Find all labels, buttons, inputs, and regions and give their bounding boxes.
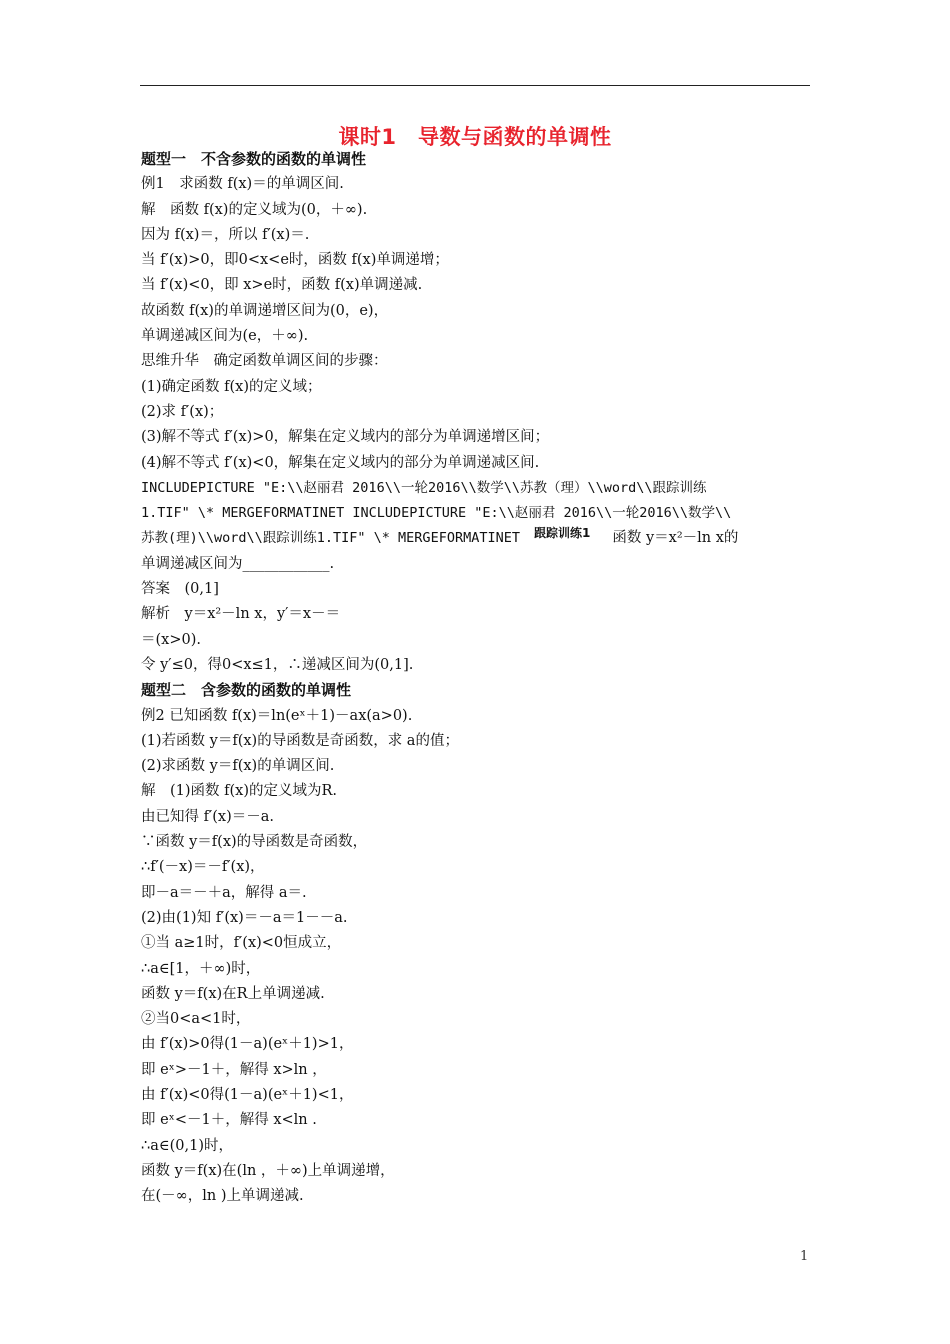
text-line: ①当 a≥1时，f′(x)<0恒成立，: [141, 935, 342, 952]
text-line: ∴f′(－x)＝－f′(x)，: [141, 859, 265, 876]
track-training-tag: 跟踪训练1: [533, 526, 591, 541]
text-line: 解析 y＝x²－ln x，y′＝x－＝: [141, 606, 341, 623]
text-line: 答案 (0,1]: [141, 581, 219, 598]
text-line: 即－a＝－＋a，解得 a＝.: [141, 884, 307, 901]
header-rule: [140, 85, 810, 86]
text-line: ②当0<a<1时，: [141, 1011, 251, 1028]
text-block-2: [141, 552, 813, 1210]
document-body: [141, 147, 813, 1209]
text-line: 由 f′(x)>0得(1－a)(eˣ＋1)>1，: [141, 1036, 354, 1053]
text-line: 例1 求函数 f(x)＝的单调区间.: [141, 176, 344, 193]
text-line: 函数 y＝f(x)在R上单调递减.: [141, 985, 325, 1002]
track-training-line: [141, 526, 813, 551]
text-line: 1.TIF" \* MERGEFORMATINET INCLUDEPICTURE "E:\\赵丽君 2016\\一轮2016\\数学\\: [141, 505, 732, 522]
text-line: (3)解不等式 f′(x)>0，解集在定义域内的部分为单调递增区间；: [141, 429, 550, 446]
text-line: 例2 已知函数 f(x)＝ln(eˣ＋1)－ax(a>0).: [141, 707, 413, 724]
text-line: 在(－∞，ln )上单调递减.: [141, 1188, 304, 1205]
text-line: 单调递减区间为(e，＋∞).: [141, 328, 309, 345]
section-heading: 题型二 含参数的函数的单调性: [141, 681, 352, 700]
text-line: 由 f′(x)<0得(1－a)(eˣ＋1)<1，: [141, 1086, 354, 1103]
text-line: ∴a∈(0,1)时，: [141, 1137, 233, 1154]
text-line: (2)求函数 y＝f(x)的单调区间.: [141, 758, 335, 775]
text-line: (1)确定函数 f(x)的定义域；: [141, 378, 322, 395]
field-code-text: 苏教(理)\\word\\跟踪训练1.TIF" \* MERGEFORMATINET: [141, 530, 520, 547]
text-line: 解 (1)函数 f(x)的定义域为R.: [141, 783, 338, 800]
text-line: ＝(x>0).: [141, 631, 201, 648]
text-line: 解 函数 f(x)的定义域为(0，＋∞).: [141, 201, 368, 218]
text-line: 单调递减区间为____________.: [141, 555, 335, 572]
text-line: ∴a∈[1，＋∞)时，: [141, 960, 261, 977]
text-line: 思维升华 确定函数单调区间的步骤：: [141, 353, 388, 370]
text-line: ∵函数 y＝f(x)的导函数是奇函数，: [141, 834, 368, 851]
text-line: (2)由(1)知 f′(x)＝－a＝1－－a.: [141, 909, 348, 926]
text-line: 由已知得 f′(x)＝－a.: [141, 808, 275, 825]
text-line: 即 eˣ>－1＋，解得 x>ln ，: [141, 1061, 327, 1078]
text-line: 令 y′≤0，得0<x≤1，∴递减区间为(0,1].: [141, 656, 414, 673]
text-line: 函数 y＝f(x)在(ln ，＋∞)上单调递增，: [141, 1162, 395, 1179]
text-line: (2)求 f′(x)；: [141, 403, 224, 420]
text-line: (4)解不等式 f′(x)<0，解集在定义域内的部分为单调递减区间.: [141, 454, 540, 471]
text-line: INCLUDEPICTURE "E:\\赵丽君 2016\\一轮2016\\数学\\苏教（理）\\word\\跟踪训练: [141, 479, 707, 496]
page-title: 课时1 导数与函数的单调性: [338, 125, 612, 149]
track-training-question: 函数 y＝x²－ln x的: [612, 530, 739, 547]
text-line: 故函数 f(x)的单调递增区间为(0，e)，: [141, 302, 389, 319]
text-line: 因为 f(x)＝，所以 f′(x)＝.: [141, 226, 310, 243]
section-heading: 题型一 不含参数的函数的单调性: [141, 150, 367, 168]
text-line: 即 eˣ<－1＋，解得 x<ln .: [141, 1112, 317, 1129]
text-line: 当 f′(x)>0，即0<x<e时，函数 f(x)单调递增；: [141, 252, 449, 269]
text-line: (1)若函数 y＝f(x)的导函数是奇函数，求 a的值；: [141, 732, 459, 749]
text-line: 当 f′(x)<0，即 x>e时，函数 f(x)单调递减.: [141, 277, 423, 294]
text-block-1: [141, 147, 813, 526]
page-number: 1: [800, 1249, 809, 1264]
